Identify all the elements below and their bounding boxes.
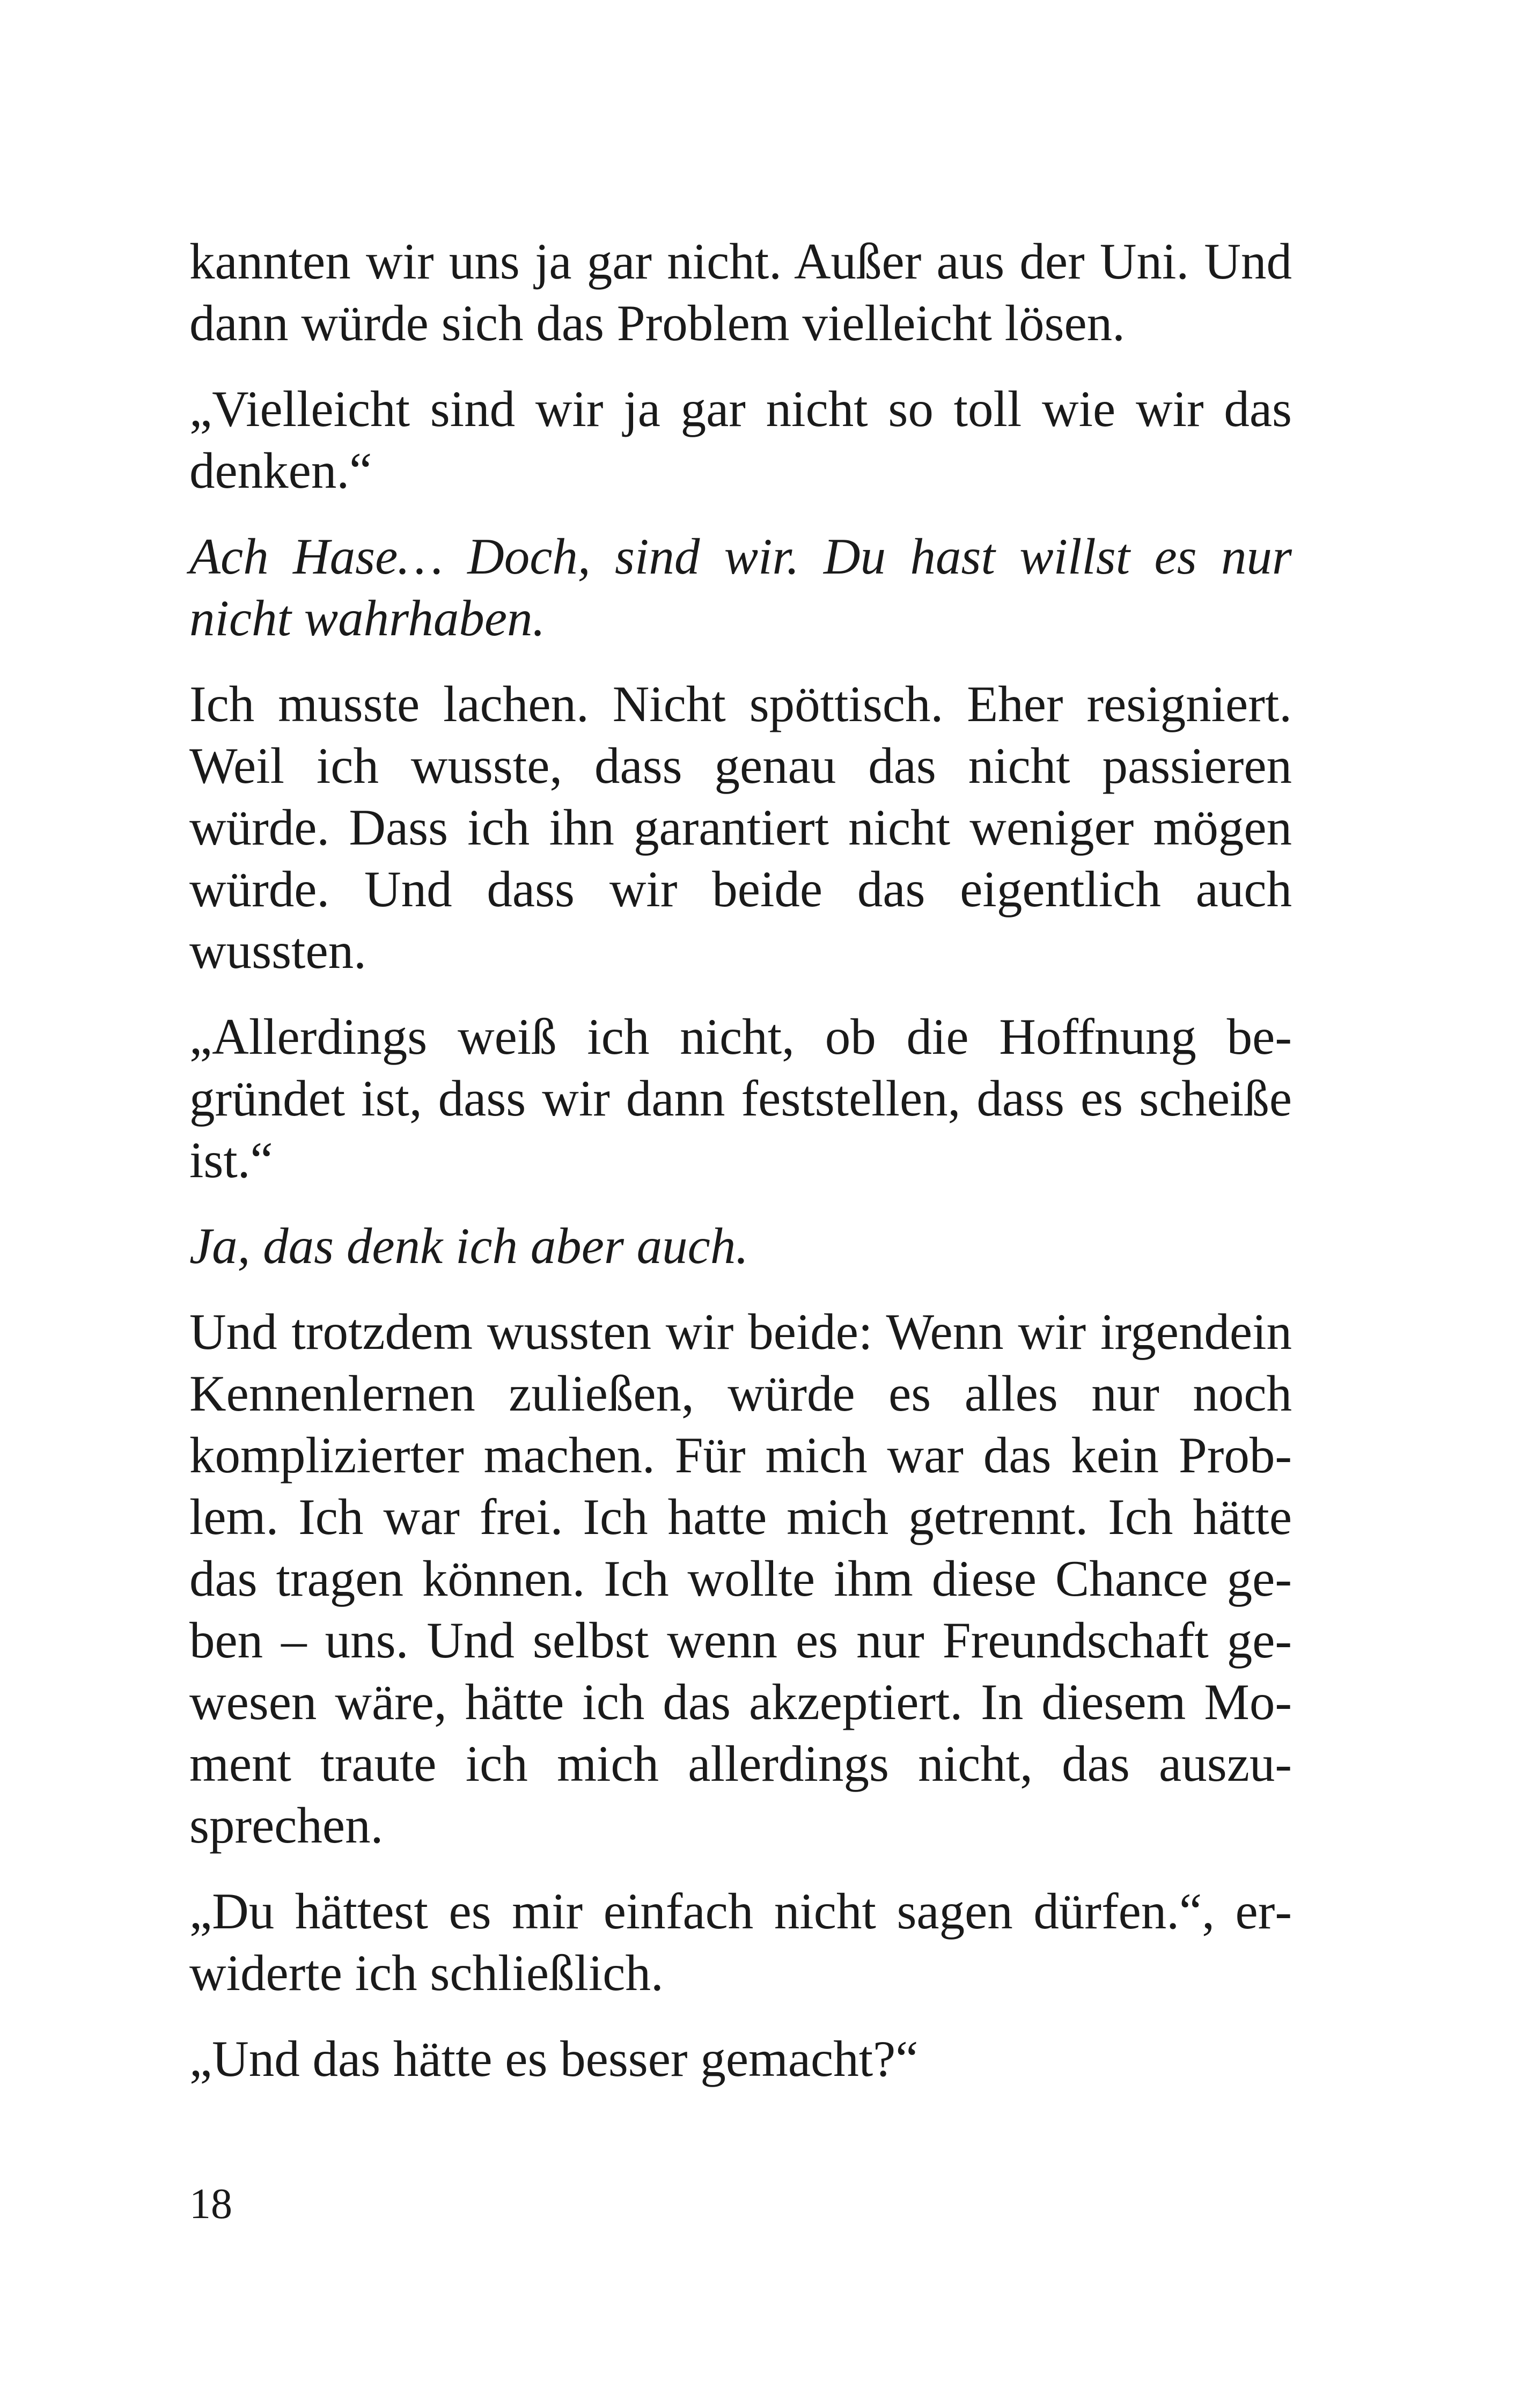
paragraph-8: „Du hättest es mir einfach nicht sagen dürfen.“, erwiderte ich schließlich. bbox=[189, 1883, 1292, 2001]
paragraph-5: „Allerdings weiß ich nicht, ob die Hoffnung begründet ist, dass wir dann feststellen, dass es scheiße ist.“ bbox=[189, 1008, 1292, 1188]
paragraph-4: Ich musste lachen. Nicht spöttisch. Eher resigniert. Weil ich wusste, dass genau das nicht passieren würde. Dass ich ihn garantiert nicht weniger mögen würde. Und dass wir beide das eigentlich auch wussten. bbox=[189, 676, 1292, 979]
paragraph-3-italic-thought: Ach Hase… Doch, sind wir. Du hast willst es nur nicht wahrhaben. bbox=[189, 528, 1292, 647]
paragraph-6-italic-thought: Ja, das denk ich aber auch. bbox=[189, 1217, 749, 1274]
page-body-text bbox=[189, 231, 1292, 2114]
page-number: 18 bbox=[189, 2181, 232, 2228]
paragraph-9: „Und das hätte es besser gemacht?“ bbox=[189, 2030, 919, 2087]
paragraph-1: kannten wir uns ja gar nicht. Außer aus der Uni. Und dann würde sich das Problem vielleicht lösen. bbox=[189, 233, 1292, 351]
paragraph-7: Und trotzdem wussten wir beide: Wenn wir irgendein Kennenlernen zuließen, würde es alles nur noch komplizierter machen. Für mich war das kein Problem. Ich war frei. Ich hatte mich getrennt. Ich hätte das tragen können. Ich wollte ihm diese Chance geben – uns. Und selbst wenn es nur Freundschaft gewesen wäre, hätte ich das akzeptiert. In diesem Moment traute ich mich allerdings nicht, das auszusprechen. bbox=[189, 1303, 1292, 1854]
paragraph-2: „Vielleicht sind wir ja gar nicht so toll wie wir das denken.“ bbox=[189, 380, 1292, 499]
